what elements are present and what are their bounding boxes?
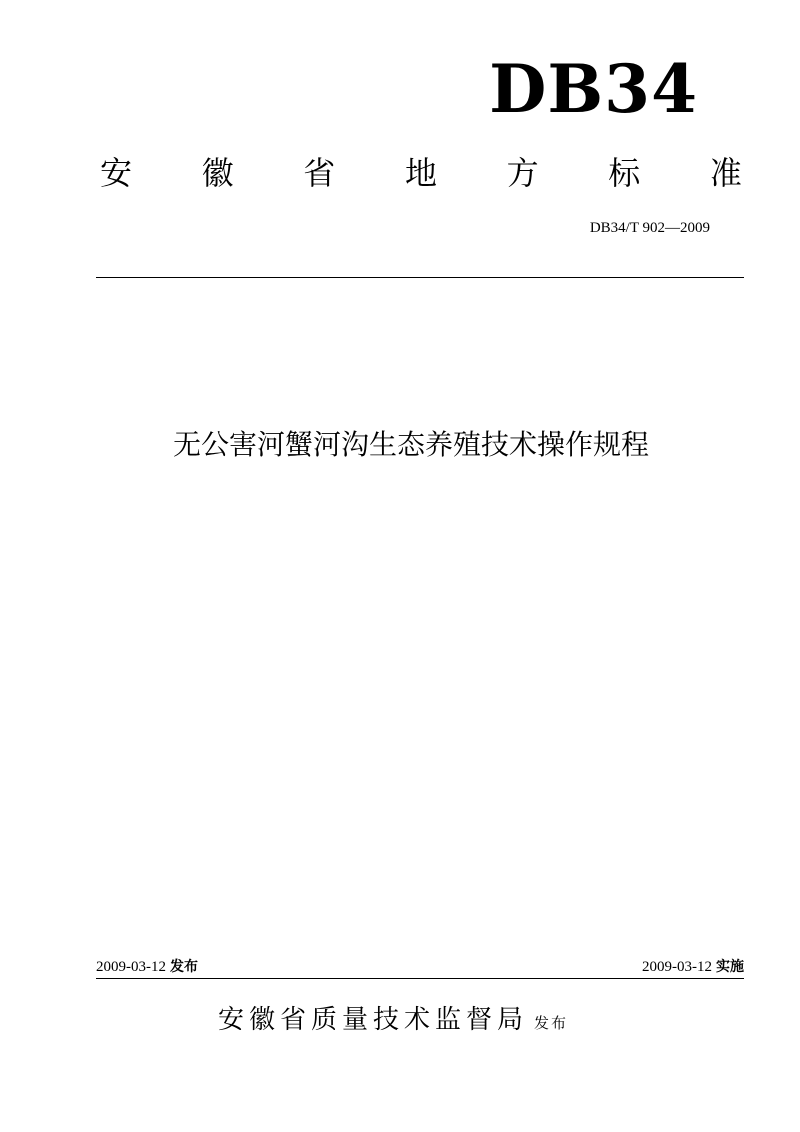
standard-code: DB34 bbox=[489, 50, 698, 128]
standard-type-char: 省 bbox=[303, 154, 336, 192]
standard-type-char: 标 bbox=[608, 154, 641, 192]
standard-type-char: 徽 bbox=[201, 154, 234, 192]
standard-type-char: 地 bbox=[404, 154, 437, 192]
standard-type-heading bbox=[96, 146, 746, 196]
top-divider bbox=[96, 277, 744, 278]
document-title: 无公害河蟹河沟生态养殖技术操作规程 bbox=[172, 428, 649, 461]
standard-number: DB34/T 902—2009 bbox=[589, 220, 710, 236]
effective-date: 2009-03-12 bbox=[642, 959, 712, 975]
issue-label: 发布 bbox=[170, 959, 198, 975]
standard-type-char: 安 bbox=[99, 154, 132, 192]
issuer-name: 安徽省质量技术监督局 bbox=[218, 1005, 529, 1035]
issue-date: 2009-03-12 bbox=[96, 959, 166, 975]
issuer-line bbox=[218, 1000, 568, 1040]
standard-type-char: 方 bbox=[506, 154, 539, 192]
issuer-label: 发布 bbox=[534, 1014, 569, 1032]
standard-type-char: 准 bbox=[709, 154, 742, 192]
effective-date-line bbox=[642, 957, 744, 977]
bottom-divider bbox=[96, 978, 744, 979]
issue-date-line bbox=[96, 957, 198, 977]
effective-label: 实施 bbox=[716, 959, 744, 975]
